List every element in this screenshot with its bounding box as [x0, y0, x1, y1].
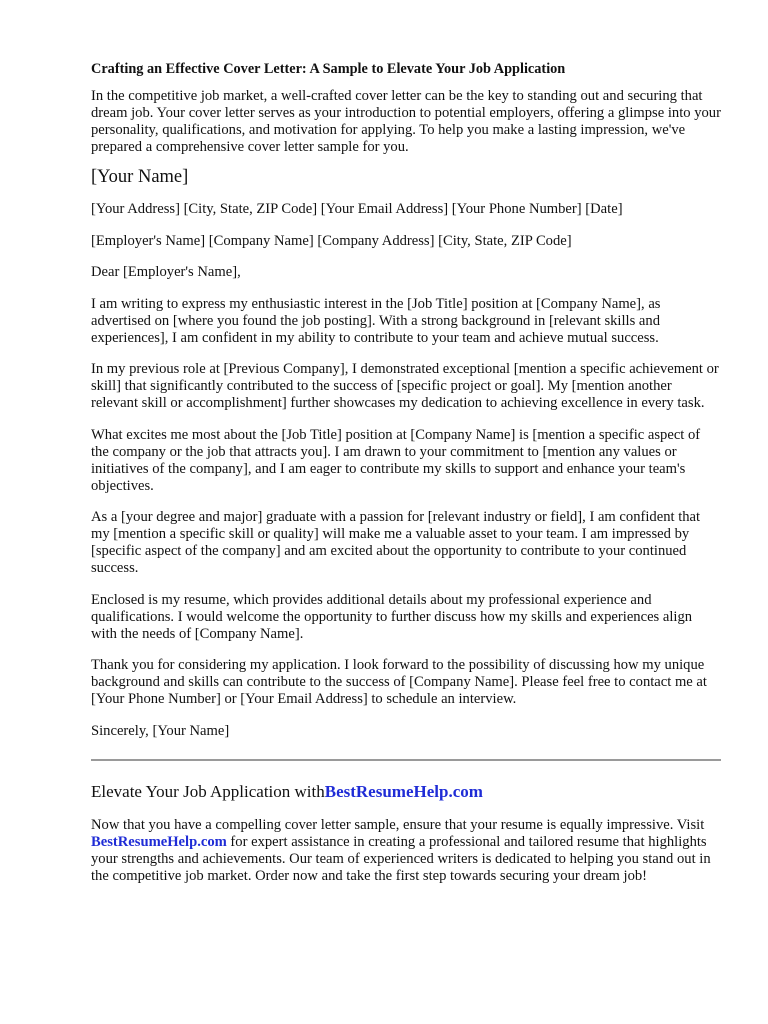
promo-heading	[91, 781, 721, 803]
document-title: Crafting an Effective Cover Letter: A Sample to Elevate Your Job Application	[91, 61, 566, 77]
promo-heading-text: Elevate Your Job Application with	[91, 781, 325, 801]
intro-paragraph: In the competitive job market, a well-crafted cover letter can be the key to standing out and securing that dream job. Your cover letter serves as your introduction to potential employers, offering a glimpse into your personality, qualifications, and motivation for applying. To help you make a lasting impression, we've prepared a comprehensive cover letter sample for you.	[91, 88, 721, 155]
promo-heading-link[interactable]: BestResumeHelp.com	[324, 781, 483, 801]
letter-paragraph: As a [your degree and major] graduate with a passion for [relevant industry or field], I am confident that my [mention a specific skill or quality] will make me a valuable asset to your team. I am impressed by [specific aspect of the company] and am excited about the opportunity to contribute to your continued success.	[91, 509, 701, 576]
letter-paragraph: In my previous role at [Previous Company], I demonstrated exceptional [mention a specific achievement or skill] that significantly contributed to the success of [specific project or goal]. My [mention another relevant skill or accomplishment] further showcases my dedication to achieving excellence in every task.	[91, 361, 719, 411]
closing: Sincerely, [Your Name]	[91, 722, 230, 739]
promo-paragraph	[91, 817, 721, 885]
salutation: Dear [Employer's Name],	[91, 264, 241, 280]
letter-paragraph: What excites me most about the [Job Title] position at [Company Name] is [mention a specific aspect of the company or the job that attracts you]. I am drawn to your commitment to [mention any values or initiatives of the company], and I am eager to contribute my skills to support and enhance your team's objectives.	[91, 426, 701, 494]
sender-info: [Your Address] [City, State, ZIP Code] [Your Email Address] [Your Phone Number] [Date]	[91, 201, 623, 217]
promo-body-suffix: for expert assistance in creating a professional and tailored resume that highlights your strengths and achievements. Our team of experienced writers is dedicated to helping you stand out in the competitive job market. Order now and take the first step towards securing your dream job!	[91, 833, 711, 884]
letter-paragraph: Enclosed is my resume, which provides additional details about my professional experience and qualifications. I would welcome the opportunity to further discuss how my skills and experiences align with the needs of [Company Name].	[91, 591, 693, 642]
section-divider	[91, 759, 721, 761]
promo-body-link[interactable]: BestResumeHelp.com	[91, 833, 227, 850]
promo-body-prefix: Now that you have a compelling cover letter sample, ensure that your resume is equally impressive. Visit	[91, 816, 705, 833]
document-page	[91, 60, 721, 899]
letter-name-heading: [Your Name]	[91, 167, 189, 187]
recipient-info: [Employer's Name] [Company Name] [Company Address] [City, State, ZIP Code]	[91, 232, 572, 249]
letter-paragraph: I am writing to express my enthusiastic interest in the [Job Title] position at [Company Name], as advertised on [where you found the job posting]. With a strong background in [relevant skills and experiences], I am confident in my ability to contribute to your team and achieve mutual success.	[91, 295, 661, 346]
letter-paragraph: Thank you for considering my application. I look forward to the possibility of discussing how my unique background and skills can contribute to the success of [Company Name]. Please feel free to contact me at [Your Phone Number] or [Your Email Address] to schedule an interview.	[91, 657, 707, 707]
